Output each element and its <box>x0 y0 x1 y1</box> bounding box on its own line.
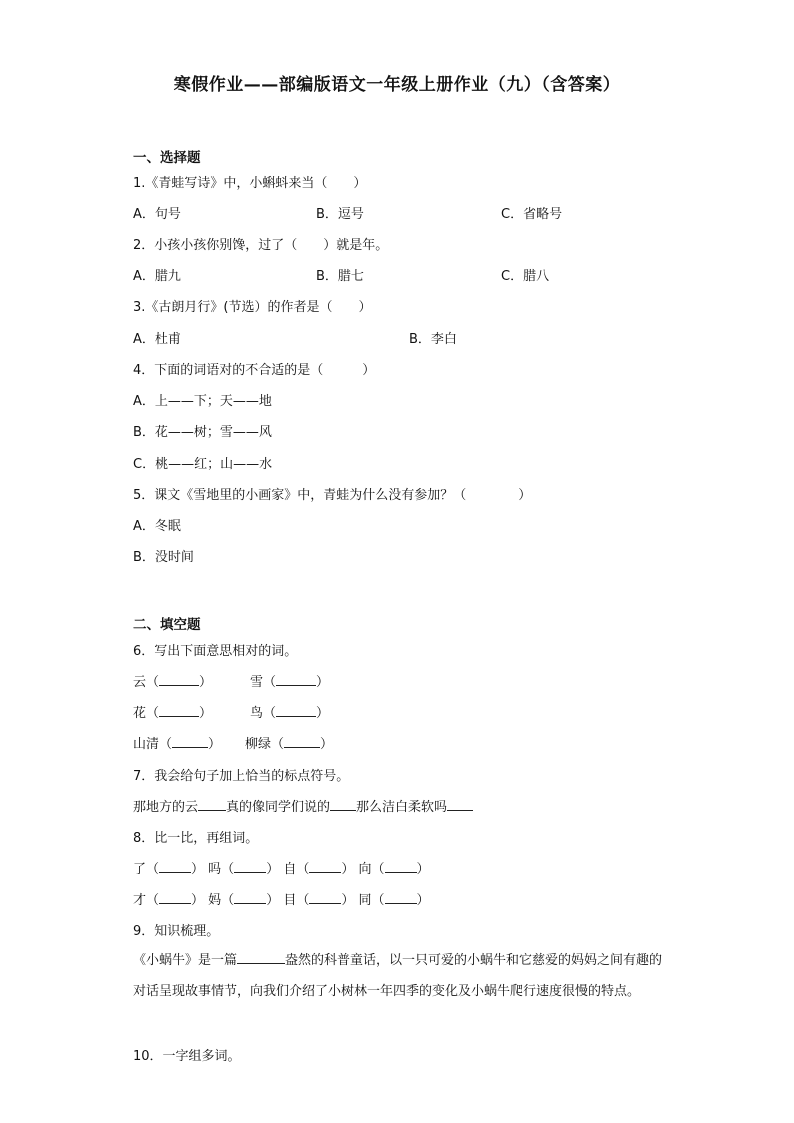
answer-blank[interactable] <box>309 860 341 873</box>
question-1-option-c: C．省略号 <box>501 207 563 222</box>
question-1-option-b: B．逗号 <box>316 207 364 222</box>
question-9-paragraph: 《小蜗牛》是一篇 盎然的科普童话，以一只可爱的小蜗牛和它慈爱的妈妈之间有趣的对话呈现故事情节，向我们介绍了小树林一年四季的变化及小蜗牛爬行速度很慢的特点。 <box>133 953 663 999</box>
antonym-row-1-right: 雪（ ） <box>250 675 330 690</box>
question-4-option-a: A．上——下；天——地 <box>133 394 272 409</box>
antonym-row-3-left: 山清（ ） <box>133 737 222 752</box>
answer-blank[interactable] <box>159 891 191 904</box>
section-heading-fill: 二、填空题 <box>133 617 201 633</box>
question-6-stem: 6．写出下面意思相对的词。 <box>133 644 298 659</box>
question-3-stem: 3.《古朗月行》(节选）的作者是（ ） <box>133 300 372 315</box>
question-5-stem: 5．课文《雪地里的小画家》中，青蛙为什么没有参加？（ ） <box>133 488 532 503</box>
answer-blank[interactable] <box>234 891 266 904</box>
compare-row-2: 才（ ） 妈（ ） 目（ ） 同（ ） <box>133 893 430 908</box>
answer-blank[interactable] <box>237 951 285 964</box>
question-1-option-a: A．句号 <box>133 207 181 222</box>
answer-blank[interactable] <box>284 735 320 748</box>
antonym-row-2-right: 鸟（ ） <box>250 706 330 721</box>
question-1-stem: 1.《青蛙写诗》中，小蝌蚪来当（ ） <box>133 176 367 191</box>
page-title: 寒假作业——部编版语文一年级上册作业（九）（含答案） <box>173 75 621 95</box>
answer-blank[interactable] <box>159 860 191 873</box>
punctuation-blank[interactable] <box>447 798 473 811</box>
question-3-option-b: B．李白 <box>409 332 457 347</box>
question-4-option-b: B．花——树；雪——风 <box>133 425 272 440</box>
question-2-option-b: B．腊七 <box>316 269 364 284</box>
section-heading-choice: 一、选择题 <box>133 150 201 166</box>
question-2-option-a: A．腊九 <box>133 269 181 284</box>
question-4-stem: 4．下面的词语对的不合适的是（ ） <box>133 363 376 378</box>
question-2-option-c: C．腊八 <box>501 269 550 284</box>
question-2-stem: 2．小孩小孩你别馋，过了（ ）就是年。 <box>133 238 389 253</box>
answer-blank[interactable] <box>309 891 341 904</box>
answer-blank[interactable] <box>385 860 417 873</box>
antonym-row-3-right: 柳绿（ ） <box>245 737 334 752</box>
punctuation-blank[interactable] <box>198 798 226 811</box>
punctuation-blank[interactable] <box>330 798 356 811</box>
question-3-option-a: A．杜甫 <box>133 332 181 347</box>
question-10-stem: 10．一字组多词。 <box>133 1049 241 1064</box>
question-5-option-b: B．没时间 <box>133 550 194 565</box>
answer-blank[interactable] <box>159 704 199 717</box>
compare-row-1: 了（ ） 吗（ ） 自（ ） 向（ ） <box>133 862 430 877</box>
question-8-stem: 8．比一比，再组词。 <box>133 831 259 846</box>
answer-blank[interactable] <box>159 673 199 686</box>
answer-blank[interactable] <box>234 860 266 873</box>
question-7-stem: 7．我会给句子加上恰当的标点符号。 <box>133 769 350 784</box>
answer-blank[interactable] <box>172 735 208 748</box>
punctuation-sentence: 那地方的云 真的像同学们说的 那么洁白柔软吗 <box>133 796 473 815</box>
answer-blank[interactable] <box>276 673 316 686</box>
question-4-option-c: C．桃——红；山——水 <box>133 457 273 472</box>
question-9-stem: 9．知识梳理。 <box>133 924 220 939</box>
antonym-row-1-left: 云（ ） <box>133 675 213 690</box>
answer-blank[interactable] <box>276 704 316 717</box>
answer-blank[interactable] <box>385 891 417 904</box>
question-5-option-a: A．冬眠 <box>133 519 181 534</box>
antonym-row-2-left: 花（ ） <box>133 706 213 721</box>
